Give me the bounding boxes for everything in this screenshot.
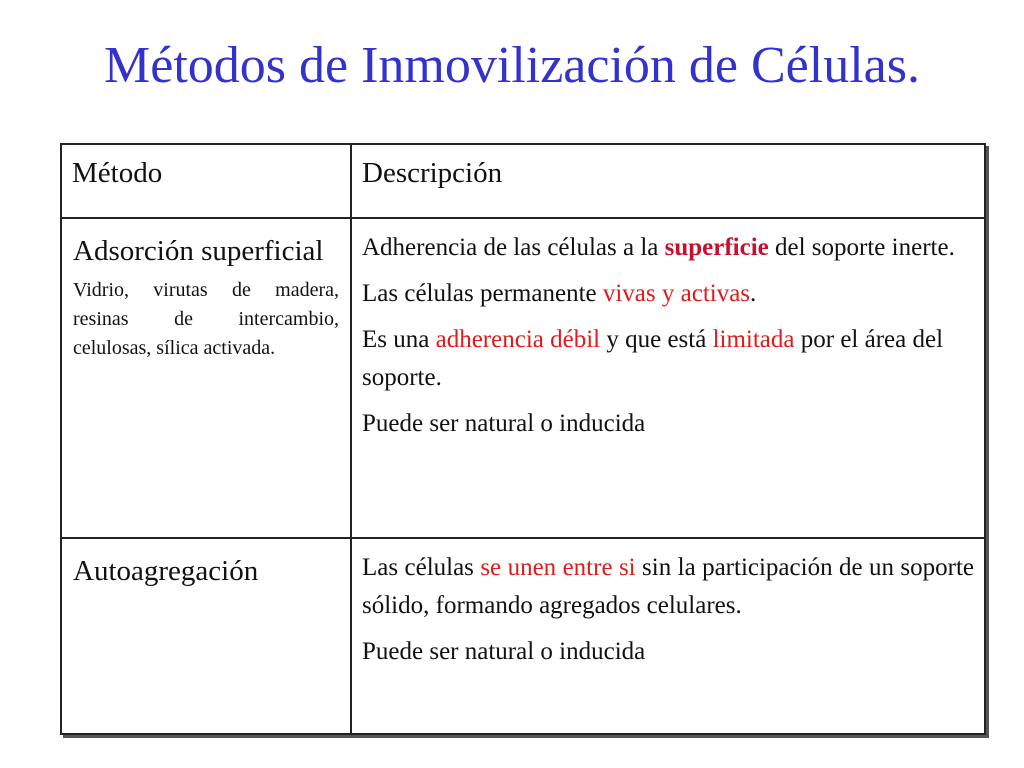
description-paragraph	[362, 229, 974, 267]
table-row	[61, 538, 985, 734]
table-row	[61, 218, 985, 538]
description-paragraph	[362, 633, 974, 671]
highlighted-term: limitada	[712, 326, 795, 353]
description-paragraph	[362, 549, 974, 625]
description-cell	[351, 538, 985, 734]
highlighted-term: adherencia débil	[435, 326, 601, 353]
methods-table	[60, 143, 986, 735]
description-paragraph	[362, 321, 974, 397]
text-run: Puede ser natural o inducida	[362, 638, 646, 665]
method-name: Autoagregación	[73, 555, 259, 587]
highlighted-term: vivas y activas	[602, 280, 751, 307]
description-paragraph	[362, 275, 974, 313]
slide-title: Métodos de Inmovilización de Células.	[104, 37, 920, 94]
highlighted-term: se unen entre si	[480, 554, 636, 581]
text-run: .	[750, 280, 757, 307]
description-paragraph	[362, 405, 974, 443]
highlighted-term: superficie	[664, 234, 769, 261]
method-cell	[61, 538, 351, 734]
text-run: sin la participación de un soporte sólido, formando agregados celulares.	[362, 554, 974, 619]
method-cell	[61, 218, 351, 538]
description-cell	[351, 218, 985, 538]
text-run: y que está	[600, 326, 713, 353]
text-run: por el área del soporte.	[362, 326, 944, 391]
text-run: Las células permanente	[362, 280, 603, 307]
text-run: Adherencia de las células a la	[362, 234, 665, 261]
text-run: Las células	[362, 554, 481, 581]
method-name: Adsorción superficial	[73, 235, 324, 267]
table-header-row	[61, 144, 985, 218]
text-run: Es una	[362, 326, 436, 353]
header-method: Método	[61, 144, 351, 218]
header-description: Descripción	[351, 144, 985, 218]
method-note: Vidrio, virutas de madera, resinas de intercambio, celulosas, sílica activada.	[73, 279, 339, 359]
text-run: Puede ser natural o inducida	[362, 410, 646, 437]
text-run: del soporte inerte.	[768, 234, 955, 261]
